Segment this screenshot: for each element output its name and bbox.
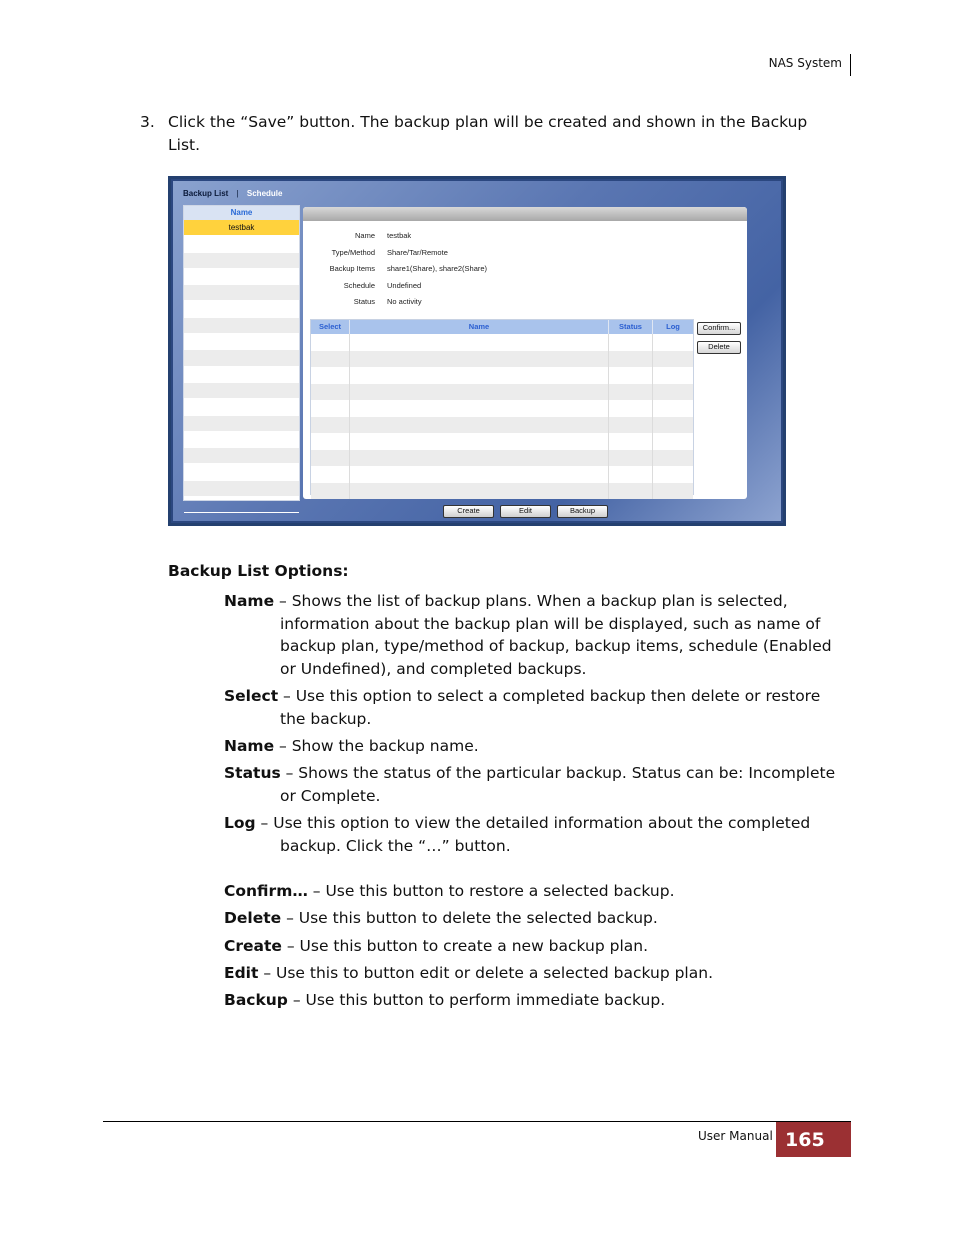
- list-item-empty: [184, 253, 299, 269]
- options-list: [224, 590, 844, 1016]
- option-item: [224, 962, 844, 985]
- info-label-schedule: Schedule: [343, 280, 375, 290]
- option-desc: – Use this option to select a completed backup then delete or restore the backup.: [278, 687, 821, 729]
- column-header-log[interactable]: Log: [666, 322, 680, 331]
- list-item-testbak[interactable]: testbak: [184, 220, 299, 236]
- option-desc: – Use this option to view the detailed information about the completed backup. Click the “…” button.: [255, 814, 811, 856]
- info-label-status: Status: [353, 297, 375, 307]
- column-header-select[interactable]: Select: [311, 320, 350, 334]
- option-term: Name: [224, 592, 275, 610]
- list-item-empty: [184, 448, 299, 464]
- option-desc: – Shows the list of backup plans. When a backup plan is selected, information about the backup plan will be displayed, such as name of backup plan, type/method of backup, backup items, schedule (Enabled or Undefined), and completed backups.: [274, 592, 832, 679]
- detail-title-bar: [303, 207, 747, 221]
- option-item: [224, 935, 844, 958]
- header-section-label: NAS System: [768, 56, 842, 70]
- list-item-empty: [184, 318, 299, 334]
- backup-plan-list: [183, 205, 300, 501]
- option-term: Name: [224, 737, 275, 756]
- list-item-empty: [184, 367, 299, 383]
- backup-button[interactable]: Backup: [557, 505, 608, 518]
- option-item: [224, 735, 844, 758]
- options-spacer: [224, 862, 844, 880]
- delete-button[interactable]: Delete: [697, 341, 741, 354]
- tab-schedule[interactable]: Schedule: [246, 189, 283, 198]
- list-header-name[interactable]: Name: [184, 206, 299, 220]
- footer-label: User Manual: [698, 1129, 773, 1143]
- option-desc: – Use this button to restore a selected backup.: [307, 882, 675, 901]
- list-item-empty: [184, 285, 299, 301]
- option-term: Create: [224, 936, 282, 955]
- backup-list-screenshot: [168, 176, 786, 526]
- list-item-empty: [184, 432, 299, 448]
- option-term: Backup: [224, 991, 288, 1010]
- option-desc: – Use this button to delete the selected backup.: [281, 909, 658, 928]
- table-row: [311, 466, 693, 483]
- info-label-type-method: Type/Method: [331, 247, 375, 257]
- edit-button[interactable]: Edit: [500, 505, 551, 518]
- option-desc: – Use this to button edit or delete a selected backup plan.: [258, 963, 713, 982]
- step-text: Click the “Save” button. The backup plan will be created and shown in the Backup List.: [168, 113, 808, 154]
- backup-detail-panel: [303, 207, 747, 499]
- header-divider: [850, 54, 851, 76]
- info-value-type-method: Share/Tar/Remote: [387, 247, 448, 257]
- table-row: [311, 367, 693, 384]
- list-item-empty: [184, 269, 299, 285]
- step-number: 3.: [140, 113, 155, 131]
- page-number: 165: [776, 1122, 851, 1157]
- options-title: Backup List Options:: [168, 562, 349, 580]
- backup-info: [309, 231, 487, 314]
- column-header-name[interactable]: Name: [350, 320, 609, 334]
- option-item: [224, 762, 844, 807]
- option-term: Edit: [224, 963, 259, 982]
- completed-backups-table: [310, 319, 694, 495]
- table-row: [311, 483, 693, 500]
- option-desc: – Use this button to create a new backup plan.: [281, 936, 649, 955]
- info-value-backup-items: share1(Share), share2(Share): [387, 264, 488, 274]
- option-term: Delete: [224, 909, 282, 928]
- confirm-button[interactable]: Confirm...: [697, 322, 741, 335]
- option-item: [224, 880, 844, 903]
- option-item: [224, 685, 844, 730]
- create-button[interactable]: Create: [443, 505, 494, 518]
- option-item: [224, 989, 844, 1012]
- table-row: [311, 433, 693, 450]
- info-label-name: Name: [354, 231, 375, 240]
- list-item-empty: [184, 350, 299, 366]
- list-item-empty: [184, 301, 299, 317]
- list-item-empty: [184, 399, 299, 415]
- table-row: [311, 400, 693, 417]
- list-item-empty: [184, 236, 299, 252]
- tab-backup-list[interactable]: Backup List: [183, 189, 229, 198]
- option-term: Status: [224, 764, 281, 783]
- list-item-empty: [184, 334, 299, 350]
- option-desc: – Shows the status of the particular backup. Status can be: Incomplete or Complete.: [280, 764, 836, 806]
- info-value-name: testbak: [387, 231, 412, 240]
- info-label-backup-items: Backup Items: [329, 264, 375, 274]
- option-item: [224, 812, 844, 857]
- info-value-status: No activity: [387, 297, 422, 307]
- list-item-empty: [184, 497, 299, 513]
- option-term: Select: [224, 687, 279, 706]
- table-row: [311, 384, 693, 401]
- option-desc: – Show the backup name.: [274, 737, 479, 756]
- option-term: Confirm…: [224, 882, 308, 901]
- table-header: [311, 320, 693, 334]
- screenshot-tabs: [183, 189, 282, 198]
- list-item-empty: [184, 464, 299, 480]
- footer-rule: [103, 1121, 851, 1122]
- option-item: [224, 590, 844, 681]
- option-term: Log: [224, 814, 256, 833]
- table-row: [311, 450, 693, 467]
- screenshot-background: [173, 181, 781, 521]
- list-item-empty: [184, 416, 299, 432]
- table-row: [311, 417, 693, 434]
- table-row: [311, 351, 693, 368]
- tab-separator: |: [236, 189, 239, 198]
- list-item-empty: [184, 481, 299, 497]
- list-item-empty: [184, 383, 299, 399]
- option-item: [224, 907, 844, 930]
- table-row: [311, 334, 693, 351]
- option-desc: – Use this button to perform immediate backup.: [287, 991, 666, 1010]
- step-3: [140, 111, 840, 157]
- column-header-status[interactable]: Status: [609, 320, 653, 334]
- info-value-schedule: Undefined: [387, 280, 422, 290]
